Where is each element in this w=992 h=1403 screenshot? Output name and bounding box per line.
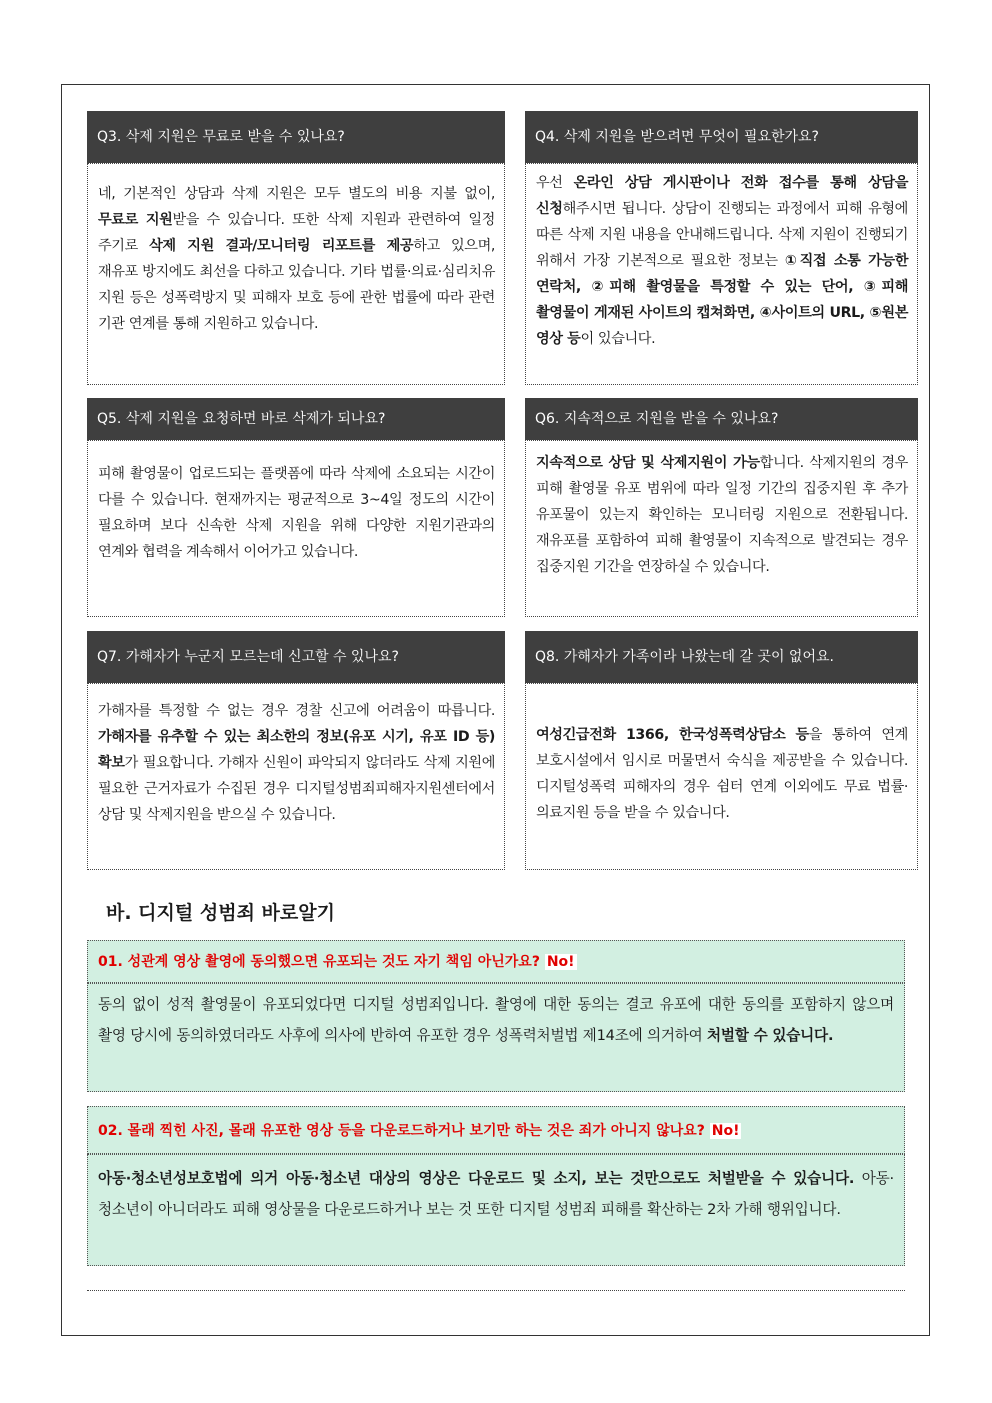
- misconception-card-2: [87, 1106, 905, 1266]
- faq-answer: [536, 450, 908, 580]
- answer-emphasis: 온라인 상담 게시판이나 전화 접수를 통해 상담을 신청: [536, 175, 908, 217]
- faq-question: Q8. 가해자가 가족이라 나왔는데 갈 곳이 없어요.: [525, 631, 918, 683]
- answer-text: 하고 있으며, 재유포 방지에도 최선을 다하고 있습니다. 기타 법률·의료·심리치유 지원 등은 성폭력방지 및 피해자 보호 등에 관한 법률에 따라 관련 기관 연계를 통해 지원하고 있습니다.: [98, 238, 495, 332]
- answer-text: 해주시면 됩니다. 상담이 진행되는 과정에서 피해 유형에 따른 삭제 지원 내용을 안내해드립니다. 삭제 지원이 진행되기 위해서 가장 기본적으로 필요한 정보는: [536, 201, 908, 269]
- answer-text: 가 필요합니다. 가해자 신원이 파악되지 않더라도 삭제 지원에 필요한 근거자료가 수집된 경우 디지털성범죄피해자지원센터에서 상담 및 삭제지원을 받으실 수 있습니다.: [98, 755, 495, 823]
- answer-text: 네, 기본적인 상담과 삭제 지원은 모두 별도의 비용 지불 없이,: [98, 186, 495, 202]
- answer-text: 아동·청소년이 아니더라도 피해 영상물을 다운로드하거나 보는 것 또한 디지털 성범죄 피해를 확산하는 2차 가해 행위입니다.: [98, 1170, 894, 1218]
- misconception-answer: [87, 1154, 905, 1266]
- answer-emphasis: 삭제 지원 결과/모니터링 리포트를 제공: [149, 238, 414, 254]
- faq-card-q6: [525, 398, 918, 617]
- faq-answer: [536, 170, 908, 352]
- faq-question: Q7. 가해자가 누군지 모르는데 신고할 수 있나요?: [87, 631, 505, 683]
- answer-emphasis: 지속적으로 상담 및 삭제지원이 가능: [536, 455, 760, 471]
- section-title: 바. 디지털 성범죄 바로알기: [106, 902, 335, 924]
- faq-question: Q5. 삭제 지원을 요청하면 바로 삭제가 되나요?: [87, 398, 505, 440]
- faq-answer-box: [525, 440, 918, 617]
- faq-answer-box: [87, 683, 505, 870]
- bottom-rule: [87, 1290, 905, 1291]
- answer-text: 가해자를 특정할 수 없는 경우 경찰 신고에 어려움이 따릅니다.: [98, 703, 495, 719]
- answer-emphasis: 처벌할 수 있습니다.: [707, 1027, 834, 1044]
- no-badge: No!: [711, 1123, 740, 1139]
- answer-text: 피해 촬영물이 업로드되는 플랫폼에 따라 삭제에 소요되는 시간이 다를 수 있습니다. 현재까지는 평균적으로 3~4일 정도의 시간이 필요하며 보다 신속한 삭제 지원을 위해 다양한 지원기관과의 연계와 협력을 계속해서 이어가고 있습니다.: [98, 466, 495, 560]
- faq-question: Q3. 삭제 지원은 무료로 받을 수 있나요?: [87, 111, 505, 163]
- faq-answer-box: [525, 163, 918, 385]
- answer-emphasis: 아동·청소년성보호법에 의거 아동·청소년 대상의 영상은 다운로드 및 소지, 보는 것만으로도 처벌받을 수 있습니다.: [98, 1170, 855, 1187]
- misconception-question-text: 01. 성관계 영상 촬영에 동의했으면 유포되는 것도 자기 책임 아닌가요?: [98, 954, 540, 970]
- answer-text: 받을 수 있습니다. 또한 삭제 지원과 관련하여 일정 주기로: [98, 212, 495, 254]
- faq-answer-box: [525, 683, 918, 870]
- answer-text: 우선: [536, 175, 574, 191]
- faq-card-q3: [87, 111, 505, 385]
- answer-emphasis: 무료로 지원: [98, 212, 173, 228]
- faq-answer: [98, 461, 495, 565]
- answer-text: 동의 없이 성적 촬영물이 유포되었다면 디지털 성범죄입니다. 촬영에 대한 동의는 결코 유포에 대한 동의를 포함하지 않으며 촬영 당시에 동의하였더라도 사후에 의사에 반하여 유포한 경우 성폭력처벌법 제14조에 의거하여: [98, 996, 894, 1044]
- faq-answer: [536, 722, 908, 826]
- faq-question: Q4. 삭제 지원을 받으려면 무엇이 필요한가요?: [525, 111, 918, 163]
- answer-emphasis: 가해자를 유추할 수 있는 최소한의 정보(유포 시기, 유포 ID 등) 확보: [98, 729, 495, 771]
- misconception-question: [87, 940, 905, 983]
- faq-card-q5: [87, 398, 505, 617]
- answer-emphasis: ①직접 소통 가능한 연락처, ②피해 촬영물을 특정할 수 있는 단어, ③피해 촬영물이 게재된 사이트의 캡쳐화면, ④사이트의 URL, ⑤원본 영상 등: [536, 253, 909, 347]
- faq-answer-box: [87, 440, 505, 617]
- answer-text: 합니다. 삭제지원의 경우 피해 촬영물 유포 범위에 따라 일정 기간의 집중지원 후 추가 유포물이 있는지 확인하는 모니터링 지원으로 전환됩니다. 재유포를 포함하여 피해 촬영물이 지속적으로 발견되는 경우 집중지원 기간을 연장하실 수 있습니다.: [536, 455, 908, 575]
- faq-answer: [98, 181, 495, 337]
- no-badge: No!: [546, 954, 575, 970]
- faq-answer: [98, 698, 495, 828]
- misconception-answer: [87, 983, 905, 1092]
- faq-answer-box: [87, 163, 505, 385]
- answer-text: 이 있습니다.: [580, 331, 656, 347]
- faq-card-q8: [525, 631, 918, 870]
- answer-text: 을 통하여 연계 보호시설에서 임시로 머물면서 숙식을 제공받을 수 있습니다. 디지털성폭력 피해자의 경우 쉼터 연계 이외에도 무료 법률·의료지원 등을 받을 수 있습니다.: [536, 727, 908, 821]
- misconception-question: [87, 1106, 905, 1154]
- misconception-card-1: [87, 940, 905, 1092]
- faq-card-q4: [525, 111, 918, 385]
- faq-question: Q6. 지속적으로 지원을 받을 수 있나요?: [525, 398, 918, 440]
- misconception-question-text: 02. 몰래 찍힌 사진, 몰래 유포한 영상 등을 다운로드하거나 보기만 하는 것은 죄가 아니지 않나요?: [98, 1123, 705, 1139]
- faq-card-q7: [87, 631, 505, 870]
- answer-emphasis: 여성긴급전화 1366, 한국성폭력상담소 등: [536, 727, 809, 743]
